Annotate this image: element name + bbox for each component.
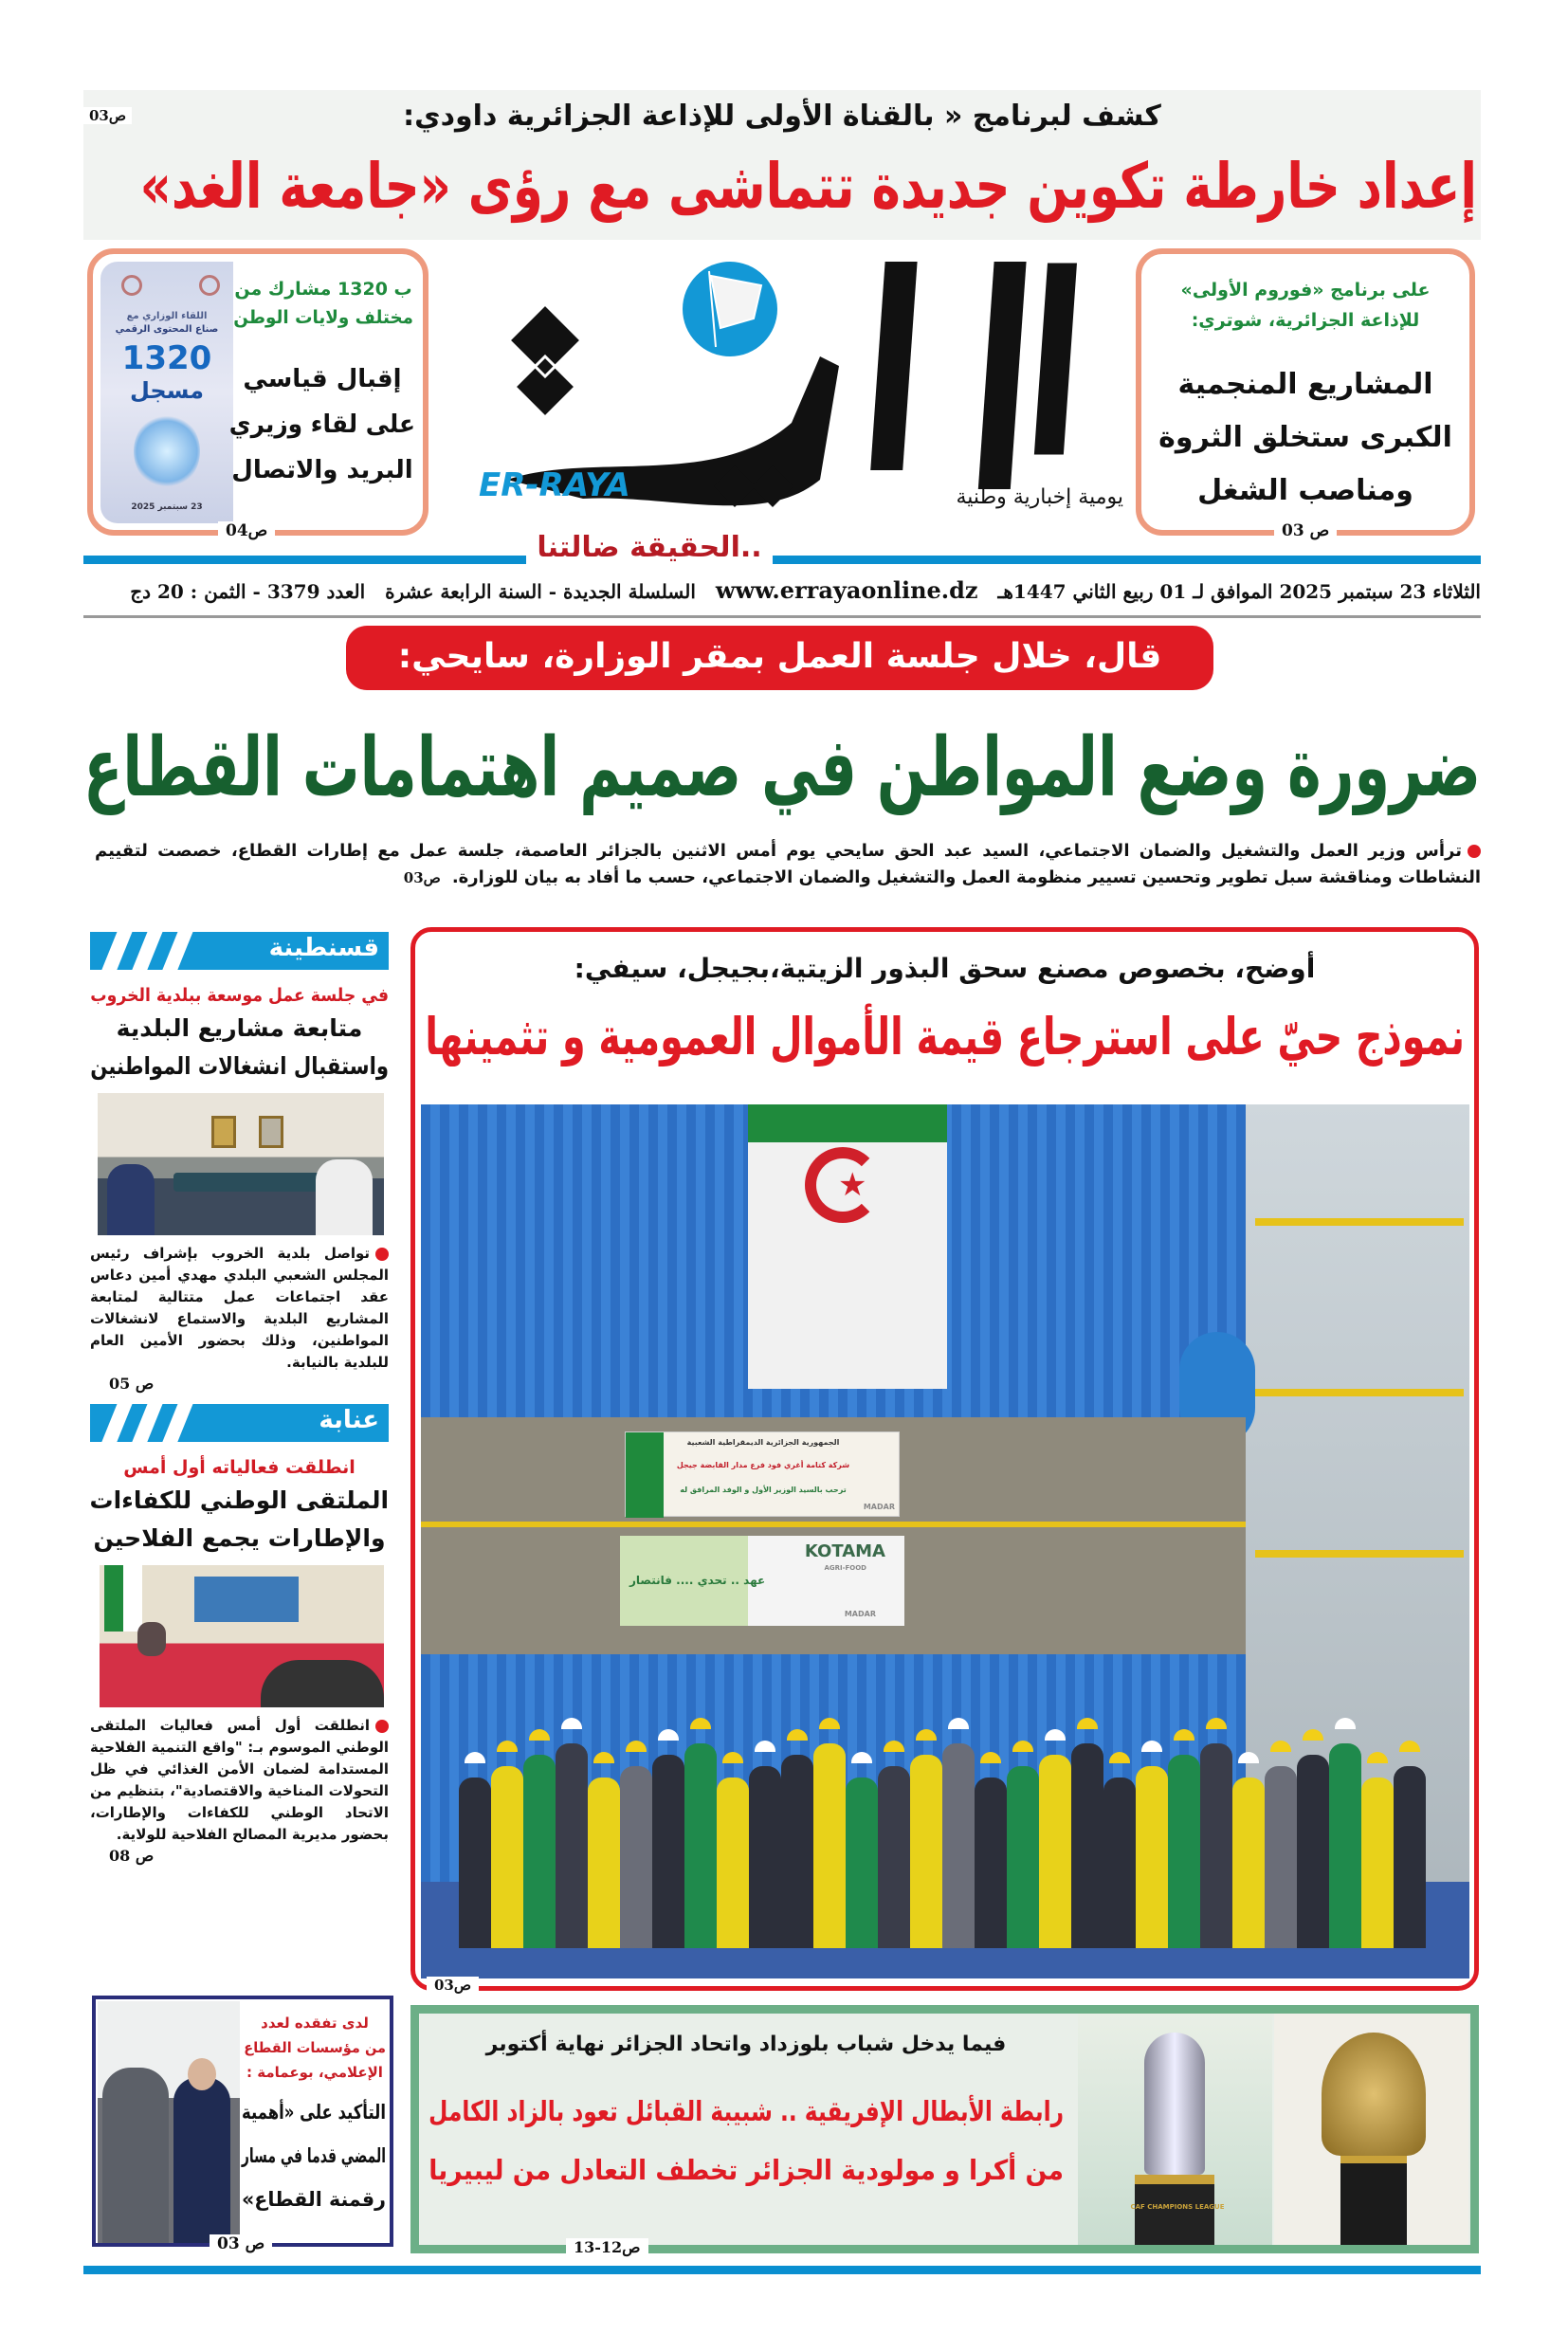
bullet-icon <box>375 1248 389 1261</box>
hard-hat-icon <box>1399 1741 1420 1752</box>
hard-hat-icon <box>722 1752 743 1763</box>
sports-headline[interactable]: رابطة الأبطال الإفريقية .. شبيبة القبائل تعود بالزاد الكامل <box>428 2095 1064 2127</box>
hard-hat-icon <box>916 1729 937 1741</box>
article-headline-block[interactable] <box>90 1010 389 1085</box>
person-figure <box>1361 1778 1394 1948</box>
divider <box>83 615 1481 618</box>
promo-headline: المشاريع المنجمية <box>1177 368 1433 401</box>
issue-price: العدد 3379 - الثمن : 20 دج <box>130 580 366 603</box>
article-body: تواصل بلدية الخروب بإشراف رئيس المجلس الشعبي البلدي مهدي أمين دعاس عقد اجتماعات عمل متتالية لمتابعة المشاريع البلدية والاستماع لانشغالات المواطنين، وذلك بحضور الأمين العام للبلدية بالنيابة. <box>90 1245 389 1371</box>
person-figure <box>1136 1766 1168 1948</box>
person-figure <box>878 1766 910 1948</box>
hard-hat-icon <box>948 1718 969 1729</box>
feature-kicker: أوضح، بخصوص مصنع سحق البذور الزيتية،بجيجل، سيفي: <box>574 953 1316 984</box>
series-info: السلسلة الجديدة - السنة الرابعة عشرة <box>385 580 696 603</box>
person-figure <box>781 1755 813 1948</box>
lead-kicker-pill <box>346 626 1213 690</box>
poster-date: 23 سبتمبر 2025 <box>131 502 203 512</box>
promo-poster-image <box>100 262 233 523</box>
trophy-label: CAF CHAMPIONS LEAGUE <box>1130 2203 1225 2211</box>
hard-hat-icon <box>787 1729 808 1741</box>
trophy-photo <box>1078 2014 1272 2245</box>
promo-kicker: للإذاعة الجزائرية، شوتري: <box>1191 310 1420 331</box>
page-ref: ص12-13 <box>566 2238 648 2256</box>
article-headline: والإطارات يجمع الفلاحين <box>93 1524 386 1552</box>
person-figure <box>717 1778 749 1948</box>
hard-hat-icon <box>497 1741 518 1752</box>
top-story-kicker: كشف لبرنامج « بالقناة الأولى للإذاعة الجزائرية داودي: <box>403 100 1161 133</box>
hard-hat-icon <box>593 1752 614 1763</box>
masthead-subtitle: يومية إخبارية وطنية <box>956 485 1123 509</box>
lead-kicker: قال، خلال جلسة العمل بمقر الوزارة، سايحي: <box>397 637 1162 676</box>
person-figure <box>1329 1743 1361 1948</box>
person-figure <box>910 1755 942 1948</box>
hard-hat-icon <box>1012 1741 1033 1752</box>
right-promo-box[interactable] <box>1136 248 1475 540</box>
person-figure <box>491 1766 523 1948</box>
article-kicker: الإعلامي، بوعمامة : <box>246 2064 383 2081</box>
poster-word: مسجل <box>130 377 204 404</box>
person-figure <box>1007 1766 1039 1948</box>
person-figure <box>1200 1743 1232 1948</box>
section-label: قسنطينة <box>268 934 379 962</box>
hard-hat-icon <box>1077 1718 1098 1729</box>
lead-headline[interactable]: ضرورة وضع المواطن في صميم اهتمامات القطاع <box>83 720 1481 815</box>
person-figure <box>1103 1778 1136 1948</box>
lead-body <box>95 838 1481 891</box>
hard-hat-icon <box>1303 1729 1323 1741</box>
sports-kicker: فيما يدخل شباب بلوزداد واتحاد الجزائر نهاية أكتوبر <box>485 2033 1007 2056</box>
person-figure <box>1071 1743 1103 1948</box>
person-figure <box>459 1778 491 1948</box>
person-figure <box>749 1766 781 1948</box>
emblem-icon <box>121 275 142 296</box>
person-figure <box>1297 1755 1329 1948</box>
person-figure <box>684 1743 717 1948</box>
promo-headline: ومناصب الشغل <box>1197 474 1413 507</box>
page-ref: ص 05 <box>109 1375 155 1393</box>
person-figure <box>975 1778 1007 1948</box>
person-figure <box>652 1755 684 1948</box>
hard-hat-icon <box>1238 1752 1259 1763</box>
poster-subtitle: صناع المحتوى الرقمي <box>115 324 219 335</box>
article-kicker: لدى تفقده لعدد <box>261 2015 369 2032</box>
dateline <box>83 576 1481 604</box>
page-ref: ص03 <box>403 869 441 886</box>
article-headline: رقمنة القطاع» <box>242 2188 386 2211</box>
feature-story-box[interactable] <box>410 927 1479 1994</box>
page-ref: ص03 <box>427 1977 479 1994</box>
star-icon: ★ <box>838 1166 867 1204</box>
hard-hat-icon <box>1109 1752 1130 1763</box>
delegation-group <box>459 1711 1435 1948</box>
bullet-icon <box>375 1720 389 1733</box>
left-column <box>90 932 389 1989</box>
promo-kicker: ب 1320 مشارك من <box>234 279 412 300</box>
masthead-tagline: ..الحقيقة ضالتنا <box>526 531 773 573</box>
hard-hat-icon <box>884 1741 904 1752</box>
meeting-photo <box>98 1093 384 1235</box>
hard-hat-icon <box>626 1741 647 1752</box>
sports-story-box[interactable] <box>410 2005 1479 2256</box>
top-story-headline[interactable]: إعداد خارطة تكوين جديدة تتماشى مع رؤى «جامعة الغد» <box>139 150 1477 223</box>
poster-title: اللقاء الوزاري مع <box>126 311 208 321</box>
hard-hat-icon <box>658 1729 679 1741</box>
article-headline: واستقبال انشغالات المواطنين <box>90 1052 389 1080</box>
promo-headline: على لقاء وزيري <box>228 410 415 439</box>
tree-graphic <box>134 413 200 489</box>
person-figure <box>1039 1755 1071 1948</box>
person-figure <box>846 1778 878 1948</box>
article-headline: المضي قدما في مسار <box>241 2144 386 2167</box>
section-bar-annaba[interactable] <box>90 1404 389 1442</box>
hard-hat-icon <box>465 1752 485 1763</box>
conference-photo <box>100 1565 384 1707</box>
hard-hat-icon <box>1206 1718 1227 1729</box>
article-kicker: انطلقت فعالياته أول أمس <box>123 1457 356 1478</box>
left-promo-box[interactable] <box>87 248 428 540</box>
logo-latin-text: ER-RAYA <box>479 466 630 504</box>
person-figure <box>556 1743 588 1948</box>
website-link[interactable]: www.errayaonline.dz <box>715 576 978 604</box>
hard-hat-icon <box>1141 1741 1162 1752</box>
page-ref: ص 08 <box>109 1847 155 1865</box>
person-figure <box>1232 1778 1265 1948</box>
hard-hat-icon <box>851 1752 872 1763</box>
hard-hat-icon <box>819 1718 840 1729</box>
visit-photo <box>98 2001 240 2243</box>
page-ref: ص03 <box>83 107 132 124</box>
person-figure <box>588 1778 620 1948</box>
hard-hat-icon <box>529 1729 550 1741</box>
article-kicker: من مؤسسات القطاع <box>244 2039 386 2056</box>
hard-hat-icon <box>1367 1752 1388 1763</box>
person-figure <box>1168 1755 1200 1948</box>
article-headline: التأكيد على «أهمية <box>242 2101 386 2124</box>
article-body: انطلقت أول أمس فعاليات الملتقى الوطني الموسوم بـ: "واقع التنمية الفلاحية المستدامة لضمان الأمن الغذائي في ظل التحولات المناخية والاقتصادية"، بتنظيم من الاتحاد الوطني للكفاءات والإطارات، بحضور مديرية المصالح الفلاحية للولاية. <box>90 1717 389 1843</box>
poster-number: 1320 <box>121 339 212 377</box>
divider <box>83 556 1481 564</box>
lead-body-text: ترأس وزير العمل والتشغيل والضمان الاجتماعي، السيد عبد الحق سايحي يوم أمس الاثنين بالجزائر العاصمة، جلسة عمل مع إطارات القطاع، خصصت لتقييم النشاطات ومناقشة سبل تطوير وتحسين تسيير منظومة العمل والتشغيل والضمان الاجتماعي، حسب ما أفاد به بيان للوزارة. <box>95 841 1481 887</box>
person-figure <box>523 1755 556 1948</box>
divider <box>83 2266 1481 2274</box>
promo-headline: البريد والاتصال <box>231 456 413 484</box>
hard-hat-icon <box>1270 1741 1291 1752</box>
feature-headline[interactable]: نموذج حيّ على استرجاع قيمة الأموال العمومية و تثمينها <box>425 1007 1465 1067</box>
page-ref: ص 03 <box>210 2234 272 2253</box>
promo-headline: الكبرى ستخلق الثروة <box>1158 421 1452 454</box>
promo-kicker: على برنامج «فوروم الأولى» <box>1180 280 1431 301</box>
article-headline: متابعة مشاريع البلدية <box>116 1014 363 1042</box>
issue-date: الثلاثاء 23 سبتمبر 2025 الموافق لـ 01 ربيع الثاني 1447هـ <box>997 580 1481 603</box>
trophy-photo <box>1274 2014 1468 2245</box>
person-figure <box>813 1743 846 1948</box>
page-ref: ص04 <box>218 521 275 540</box>
promo-kicker: مختلف ولايات الوطن <box>233 307 413 328</box>
section-label: عنابة <box>319 1406 379 1434</box>
bullet-icon <box>1468 845 1481 858</box>
person-figure <box>620 1766 652 1948</box>
article-kicker: في جلسة عمل موسعة ببلدية الخروب <box>90 985 390 1006</box>
welcome-banner: الجمهورية الجزائرية الديمقراطية الشعبية شركة كتامة أغري فود فرع مدار القابضة جيجل ترحب بالسيد الوزير الأول و الوفد المرافق له MADAR <box>625 1431 900 1517</box>
media-visit-box[interactable] <box>92 1996 393 2253</box>
hard-hat-icon <box>561 1718 582 1729</box>
top-story-band[interactable] <box>83 90 1481 240</box>
kotama-banner: عهد .. تحدي .... فانتصار KOTAMA AGRI-FOOD MADAR <box>620 1536 904 1626</box>
hard-hat-icon <box>980 1752 1001 1763</box>
hard-hat-icon <box>690 1718 711 1729</box>
promo-headline: إقبال قياسي <box>243 365 402 393</box>
factory-photo <box>421 1104 1469 1978</box>
emblem-icon <box>199 275 220 296</box>
person-figure <box>1394 1766 1426 1948</box>
article-headline: الملتقى الوطني للكفاءات <box>89 1486 389 1514</box>
article-headline-block[interactable] <box>90 1482 389 1558</box>
page-ref: ص 03 <box>1274 521 1337 540</box>
hard-hat-icon <box>755 1741 775 1752</box>
person-figure <box>1265 1766 1297 1948</box>
hard-hat-icon <box>1045 1729 1066 1741</box>
section-bar-constantine[interactable] <box>90 932 389 970</box>
masthead-logo[interactable] <box>479 243 1123 527</box>
hard-hat-icon <box>1335 1718 1356 1729</box>
person-figure <box>942 1743 975 1948</box>
sports-headline[interactable]: من أكرا و مولودية الجزائر تخطف التعادل من ليبيريا <box>428 2154 1064 2186</box>
hard-hat-icon <box>1174 1729 1194 1741</box>
